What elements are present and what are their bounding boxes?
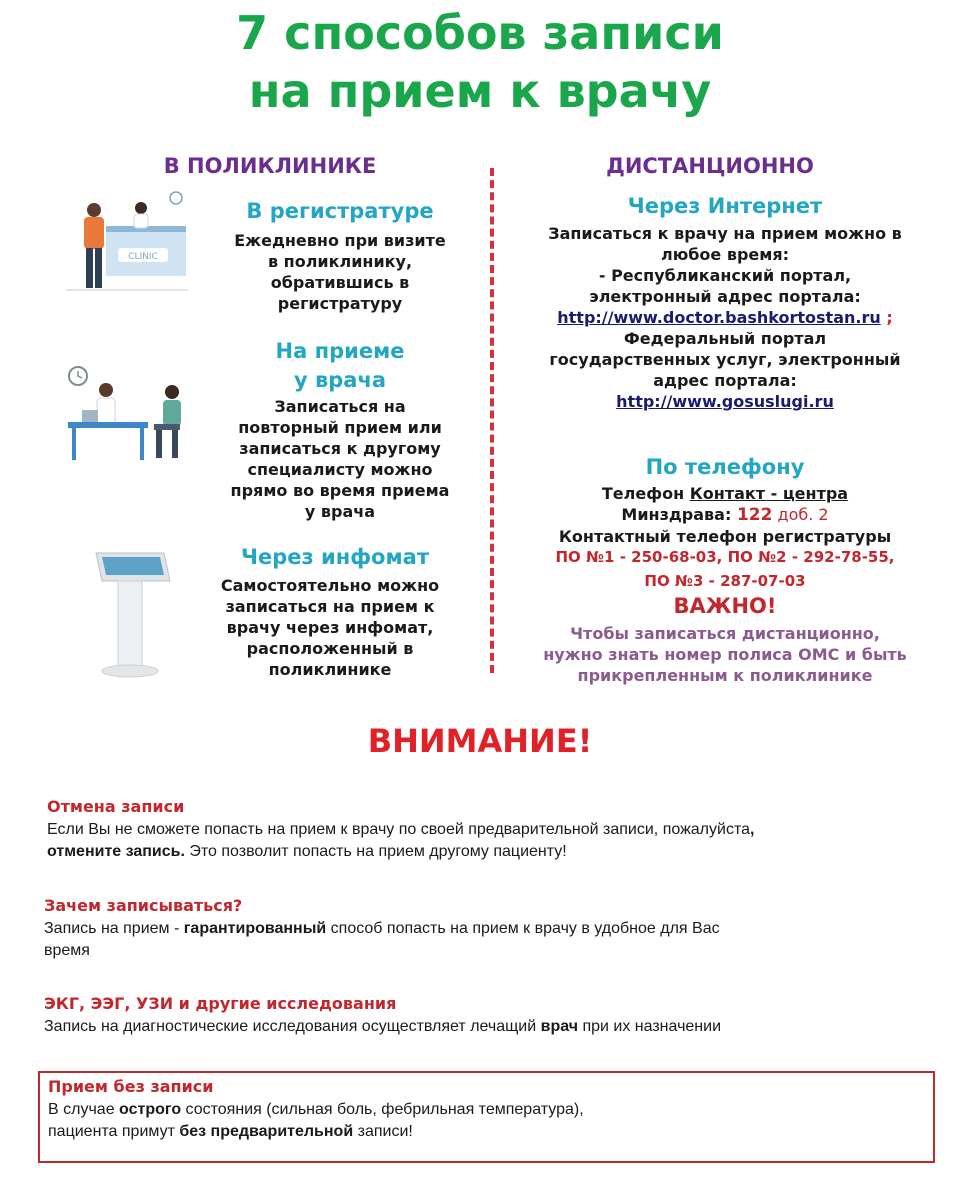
- phone-ext: доб. 2: [772, 505, 829, 524]
- phone-title: По телефону: [645, 455, 805, 479]
- gosuslugi-link[interactable]: http://www.gosuslugi.ru: [616, 392, 834, 411]
- registry-title: В регистратуре: [246, 199, 434, 223]
- infomat-kiosk-illustration: [88, 545, 174, 680]
- why-heading: Зачем записываться?: [44, 896, 243, 915]
- doctor-visit-text: Записаться на повторный прием или записаться к другому специалисту можно прямо во время приема у врача: [230, 397, 450, 521]
- internet-text: Записаться к врачу на прием можно в любое время: - Республиканский портал, электронный адрес портала: http://www.doctor.bashkortostan.ru ; Федеральный портал государственных услуг, электронный адрес портала: http://www.gosuslugi.ru: [548, 224, 902, 411]
- right-column-heading: ДИСТАНЦИОННО: [606, 154, 814, 178]
- registry-phones-3: ПО №3 - 287-07-03: [644, 572, 806, 590]
- contact-center-link[interactable]: Контакт - центра: [689, 484, 849, 503]
- important-text: Чтобы записаться дистанционно, нужно знать номер полиса ОМС и быть прикрепленным к поликлинике: [543, 624, 907, 685]
- registry-phones: ПО №1 - 250-68-03, ПО №2 - 292-78-55,: [555, 548, 895, 566]
- important-title: ВАЖНО!: [673, 594, 777, 618]
- infomat-title: Через инфомат: [241, 545, 429, 569]
- phone-number: 122: [736, 505, 773, 525]
- doctor-visit-illustration: [64, 362, 194, 466]
- infomat-text: Самостоятельно можно записаться на прием к врачу через инфомат, расположенный в поликлинике: [220, 576, 440, 679]
- page-title-line1: 7 способов записи: [236, 6, 724, 60]
- internet-title: Через Интернет: [627, 194, 823, 218]
- doctor-bashkortostan-link[interactable]: http://www.doctor.bashkortostan.ru: [557, 308, 881, 327]
- clinic-label: CLINIC: [128, 252, 158, 262]
- attention-heading: ВНИМАНИЕ!: [367, 722, 593, 760]
- left-column-heading: В ПОЛИКЛИНИКЕ: [163, 154, 377, 178]
- exams-text: Запись на диагностические исследования осуществляет лечащий врач при их назначении: [44, 1018, 722, 1035]
- page-title-line2: на прием к врачу: [248, 64, 712, 118]
- why-text: Запись на прием - гарантированный способ попасть на прием к врачу в удобное для Вас время: [44, 920, 720, 959]
- cancel-heading: Отмена записи: [47, 797, 185, 816]
- cancel-text: Если Вы не сможете попасть на прием к врачу по своей предварительной записи, пожалуйста, отмените запись. Это позволит попасть на прием другому пациенту!: [47, 821, 755, 860]
- doctor-visit-title: На приеме у врача: [275, 339, 405, 392]
- walkin-text: В случае острого состояния (сильная боль, фебрильная температура), пациента примут без предварительной записи!: [48, 1101, 584, 1140]
- registry-text: Ежедневно при визите в поликлинику, обратившись в регистратуру: [234, 231, 446, 313]
- registry-illustration: [66, 190, 188, 298]
- phone-text: Телефон Контакт - центра Минздрава: 122 доб. 2 Контактный телефон регистратуры ПО №1 - 250-68-03, ПО №2 - 292-78-55, ПО №3 - 287-07-03: [520, 483, 930, 592]
- column-divider: [490, 168, 494, 673]
- link1-suffix: ;: [886, 308, 893, 327]
- exams-heading: ЭКГ, ЭЭГ, УЗИ и другие исследования: [44, 994, 397, 1013]
- walkin-heading: Прием без записи: [48, 1077, 214, 1096]
